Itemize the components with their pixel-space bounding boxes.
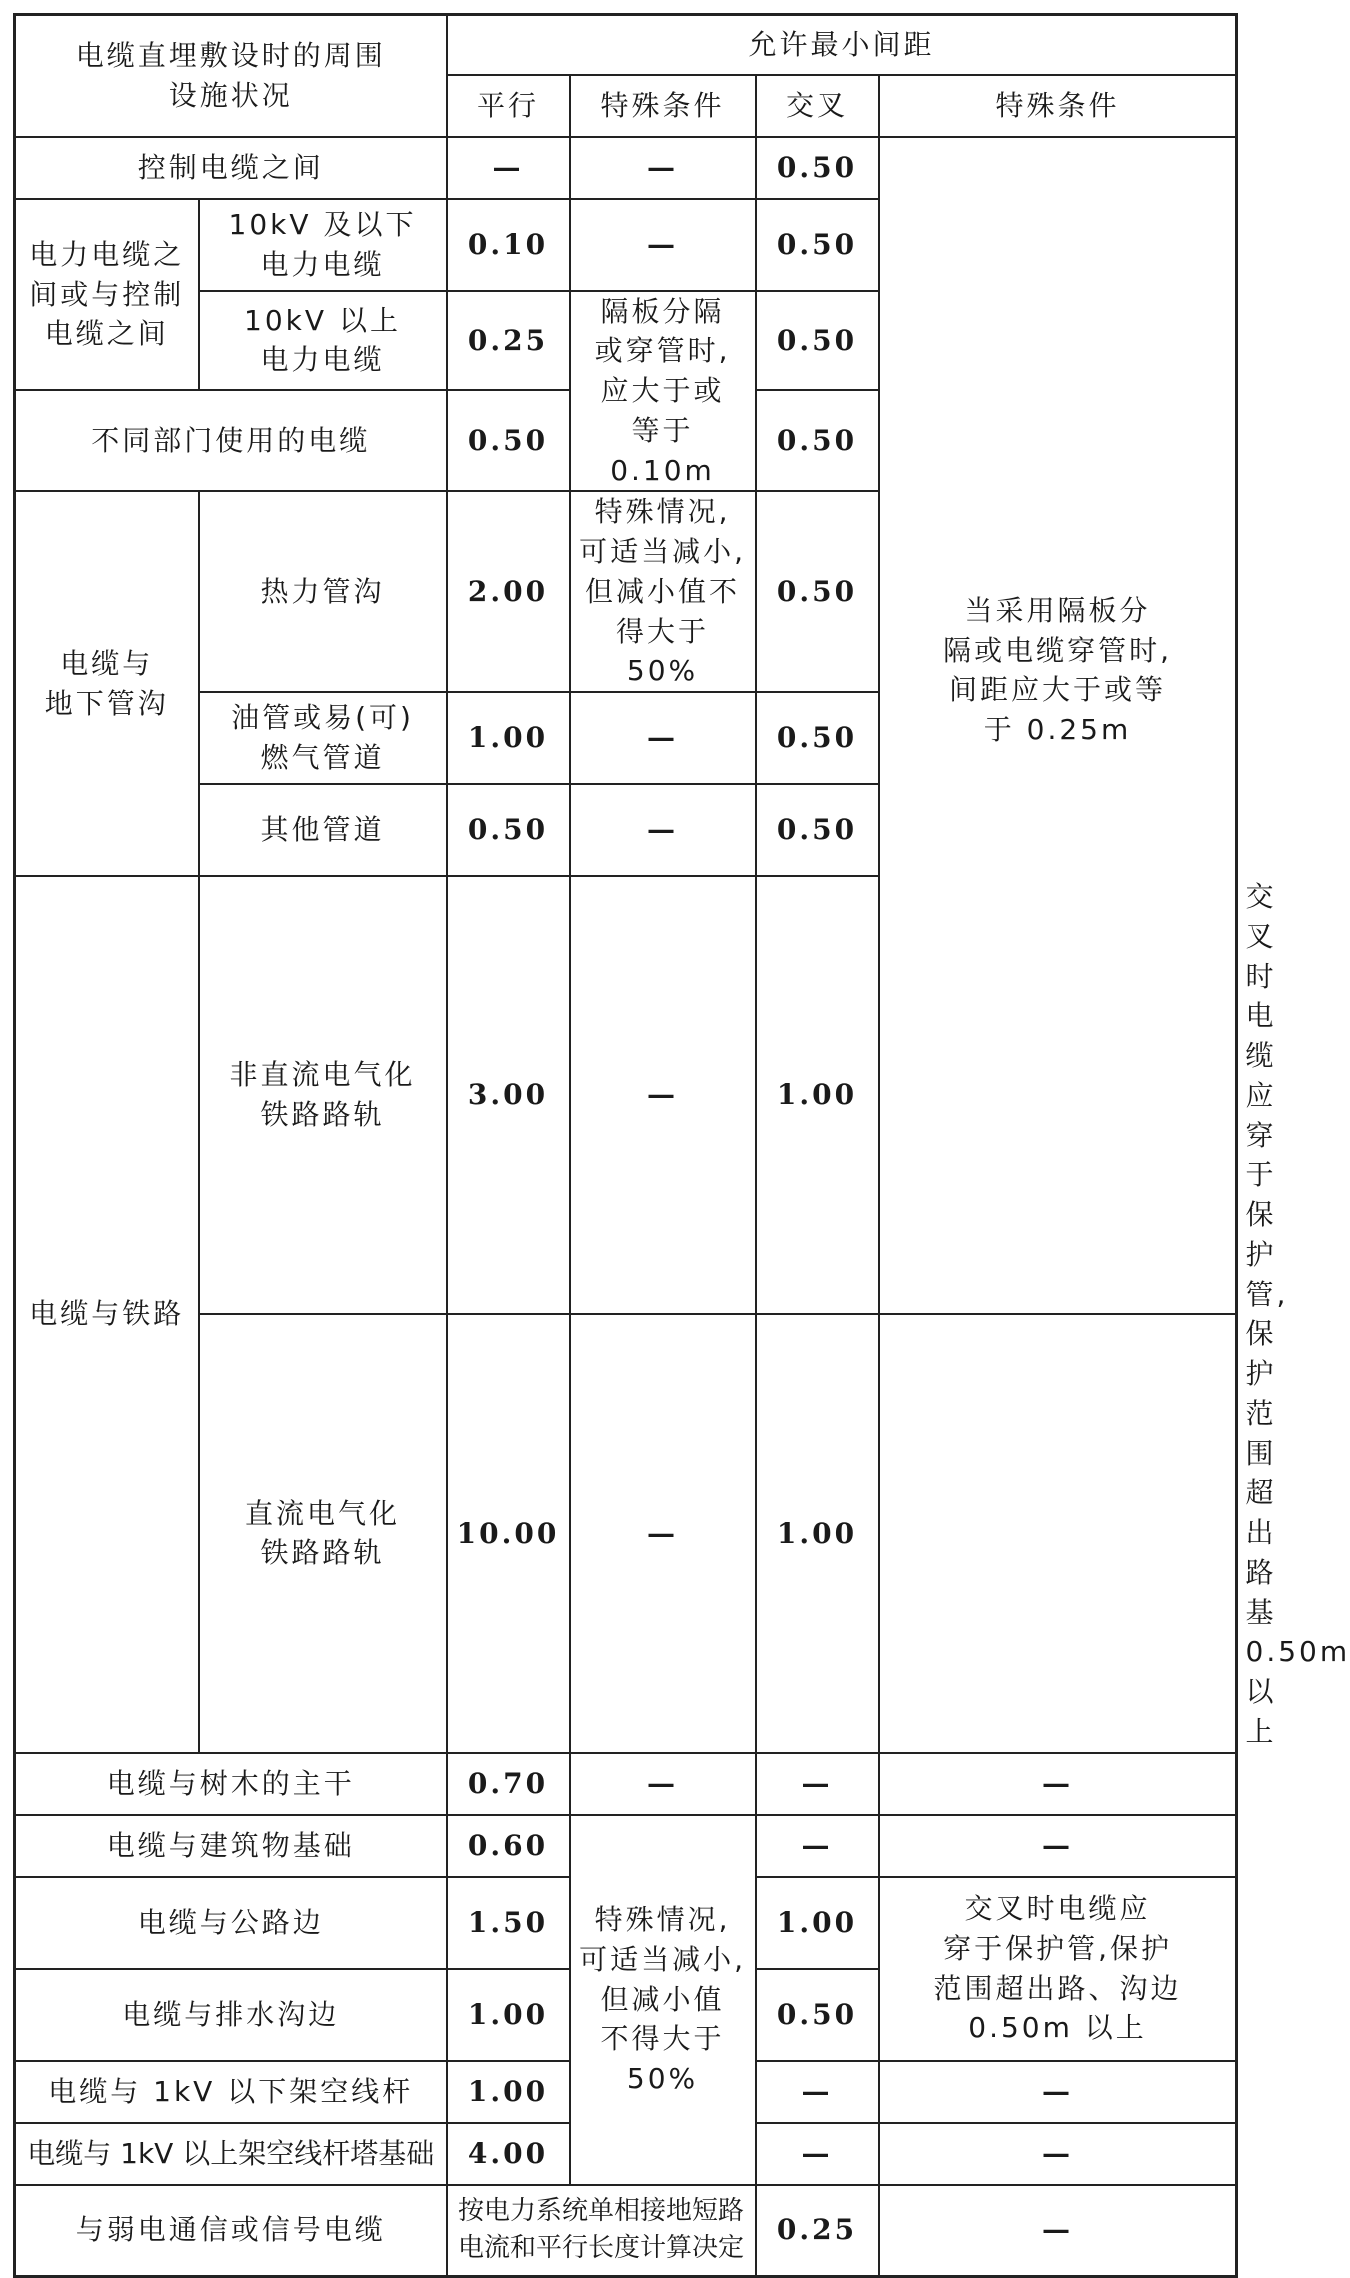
parallel-value: 0.50 bbox=[447, 390, 570, 491]
row-label: 其他管道 bbox=[199, 784, 447, 876]
cross-value: 0.50 bbox=[756, 692, 879, 784]
row-label: 电缆与排水沟边 bbox=[15, 1969, 447, 2061]
cross-value: 1.00 bbox=[756, 1877, 879, 1969]
partition-special: 隔板分隔 或穿管时, 应大于或 等于 0.10m bbox=[570, 291, 756, 492]
header-parallel: 平行 bbox=[447, 75, 570, 137]
row-label: 直流电气化 铁路路轨 bbox=[199, 1314, 447, 1752]
cross-value: — bbox=[756, 1815, 879, 1877]
group-label-rail: 电缆与铁路 bbox=[15, 876, 199, 1753]
cross-value: 1.00 bbox=[756, 1314, 879, 1752]
cross-value: 0.50 bbox=[756, 390, 879, 491]
note-value: — bbox=[879, 2061, 1237, 2123]
cross-value: 0.50 bbox=[756, 291, 879, 391]
note-value: — bbox=[879, 2123, 1237, 2185]
parallel-value: 4.00 bbox=[447, 2123, 570, 2185]
parallel-value: 0.70 bbox=[447, 1753, 570, 1815]
cross-value: 1.00 bbox=[756, 876, 879, 1314]
parallel-value: 3.00 bbox=[447, 876, 570, 1314]
reduce-special: 特殊情况, 可适当减小, 但减小值 不得大于 50% bbox=[570, 1815, 756, 2185]
note-value: — bbox=[879, 2185, 1237, 2277]
header-facility: 电缆直埋敷设时的周围 设施状况 bbox=[15, 15, 447, 137]
row-label: 电缆与公路边 bbox=[15, 1877, 447, 1969]
row-label: 10kV 及以下 电力电缆 bbox=[199, 199, 447, 291]
special-value: — bbox=[570, 1314, 756, 1752]
header-min-spacing: 允许最小间距 bbox=[447, 15, 1237, 75]
parallel-value: 0.60 bbox=[447, 1815, 570, 1877]
parallel-value: 0.50 bbox=[447, 784, 570, 876]
special-value: — bbox=[570, 1753, 756, 1815]
parallel-value: — bbox=[447, 137, 570, 199]
road-note: 交叉时电缆应 穿于保护管,保护 范围超出路、沟边 0.50m 以上 bbox=[879, 1877, 1237, 2061]
row-label: 电缆与 1kV 以上架空线杆塔基础 bbox=[15, 2123, 447, 2185]
header-special-1: 特殊条件 bbox=[570, 75, 756, 137]
row-label: 电缆与 1kV 以下架空线杆 bbox=[15, 2061, 447, 2123]
parallel-value: 10.00 bbox=[447, 1314, 570, 1752]
parallel-value: 0.10 bbox=[447, 199, 570, 291]
header-cross: 交叉 bbox=[756, 75, 879, 137]
parallel-special-value: 按电力系统单相接地短路 电流和平行长度计算决定 bbox=[447, 2185, 756, 2277]
cable-spacing-table: 电缆直埋敷设时的周围 设施状况 允许最小间距 平行 特殊条件 交叉 特殊条件 控制电缆之间 — — 0.50 当采用隔板分 隔或电缆穿管时, 间距应大于或等 于 0.25m 电力电缆之 间或与控制 电缆之间 10kV 及以下 电力电缆 0.10 — 0.50 10kV 以上 电力电缆 0.25 隔板分隔 或穿管时, 应大于或 等于 0.10m 0.50 不同部门使用的电缆 0.50 0.50 电缆与 地下管沟 热力管沟 2.00 特殊情况, 可适当减小, 但减小值不 得大于 50% 0.50 油管或易(可) 燃气管道 1.00 — 0.50 其他管道 0.50 — 0.50 电缆与铁路 非直流电气化 铁路路轨 3.00 — 1.00 交叉时电缆应 穿于保护管,保护 范围超出路基 0.50m以上 直流电气化 铁路路轨 10.00 — 1.00 电缆与树木的主干 0.70 — — — 电缆与建筑物基础 0.60 特殊情况, 可适当减小, 但减小值 不得大于 50% — — 电缆与公路边 1.50 1.00 交叉时电缆应 穿于保护管,保护 范围超出路、沟边 0.50m 以上 电缆与排水沟边 1.00 0.50 电缆与 1kV 以下架空线杆 1.00 — — 电缆与 1kV 以上架空线杆塔基础 4.00 — — 与弱电通信或信号电缆 按电力系统单相接地短路 电流和平行长度计算决定 0.25 — bbox=[13, 13, 1238, 2278]
special-value: — bbox=[570, 199, 756, 291]
note-value: — bbox=[879, 1753, 1237, 1815]
cross-value: 0.50 bbox=[756, 199, 879, 291]
cross-value: 0.50 bbox=[756, 1969, 879, 2061]
cross-value: — bbox=[756, 2061, 879, 2123]
special-value: — bbox=[570, 137, 756, 199]
cross-value: 0.50 bbox=[756, 137, 879, 199]
parallel-value: 1.00 bbox=[447, 692, 570, 784]
cross-value: 0.25 bbox=[756, 2185, 879, 2277]
cross-value: — bbox=[756, 1753, 879, 1815]
special-value: — bbox=[570, 784, 756, 876]
header-special-2: 特殊条件 bbox=[879, 75, 1237, 137]
group-label-pipe: 电缆与 地下管沟 bbox=[15, 491, 199, 876]
group-label-power: 电力电缆之 间或与控制 电缆之间 bbox=[15, 199, 199, 391]
row-label: 10kV 以上 电力电缆 bbox=[199, 291, 447, 391]
cross-value: 0.50 bbox=[756, 784, 879, 876]
parallel-value: 0.25 bbox=[447, 291, 570, 391]
row-label: 与弱电通信或信号电缆 bbox=[15, 2185, 447, 2277]
row-label: 不同部门使用的电缆 bbox=[15, 390, 447, 491]
parallel-value: 1.00 bbox=[447, 2061, 570, 2123]
note-value: — bbox=[879, 1815, 1237, 1877]
special-value: 特殊情况, 可适当减小, 但减小值不 得大于 50% bbox=[570, 491, 756, 692]
cross-value: — bbox=[756, 2123, 879, 2185]
row-label: 电缆与建筑物基础 bbox=[15, 1815, 447, 1877]
parallel-value: 1.00 bbox=[447, 1969, 570, 2061]
row-label: 非直流电气化 铁路路轨 bbox=[199, 876, 447, 1314]
parallel-value: 1.50 bbox=[447, 1877, 570, 1969]
row-label: 热力管沟 bbox=[199, 491, 447, 692]
row-label: 油管或易(可) 燃气管道 bbox=[199, 692, 447, 784]
row-label: 电缆与树木的主干 bbox=[15, 1753, 447, 1815]
row-label: 控制电缆之间 bbox=[15, 137, 447, 199]
cross-value: 0.50 bbox=[756, 491, 879, 692]
parallel-value: 2.00 bbox=[447, 491, 570, 692]
special-value: — bbox=[570, 876, 756, 1314]
partition-note: 当采用隔板分 隔或电缆穿管时, 间距应大于或等 于 0.25m bbox=[879, 137, 1237, 1315]
special-value: — bbox=[570, 692, 756, 784]
